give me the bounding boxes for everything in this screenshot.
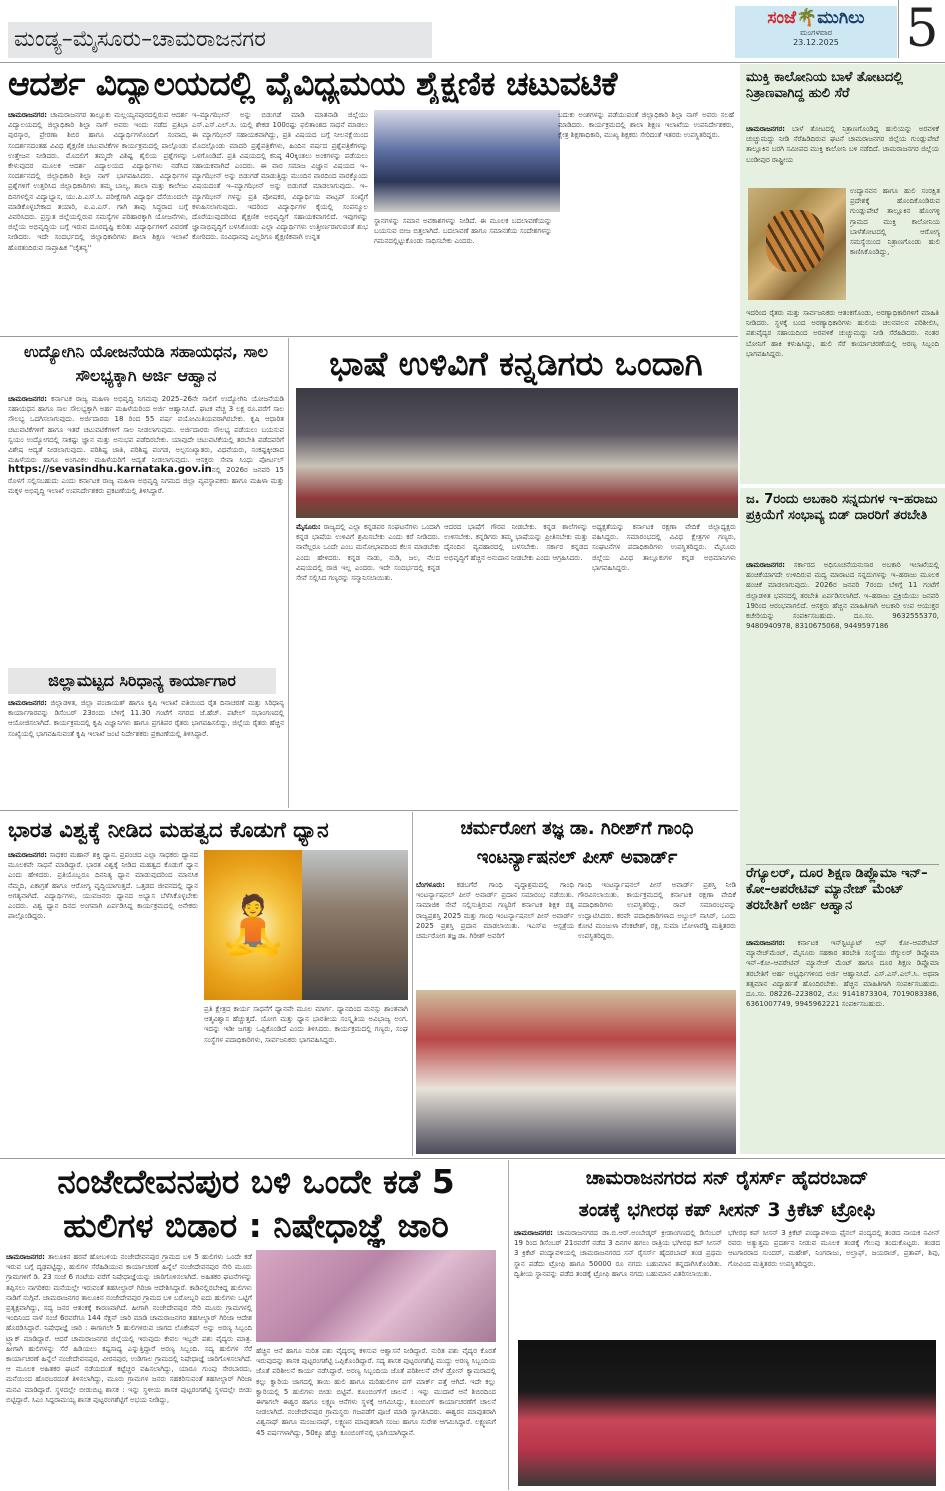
photo-award-presentation xyxy=(416,990,736,1154)
headline-cricket-line1: ಚಾಮರಾಜನಗರದ ಸನ್ ರೈಸರ್ಸ್ ಹೈದರಬಾದ್ xyxy=(585,1167,869,1189)
article-bhashe-col3: ಅಧ್ಯಕ್ಷತೆಯನ್ನು ಕರ್ನಾಟಕ ರಕ್ಷಣಾ ವೇದಿಕೆ ಜಿಲ್ಲಾಧ್ಯಕ್ಷರು ವಹಿಸಿದ್ದರು. ಸಮಾರಂಭದಲ್ಲಿ ವಿವಿಧ ಕ್ಷೇತ್ರಗಳ ಗಣ್ಯರು, ಸಂಘಟನೆಗಳ ಪದಾಧಿಕಾರಿಗಳು ಉಪಸ್ಥಿತರಿದ್ದರು. ಮೈಸೂರು ಜಿಲ್ಲೆಯ ವಿವಿಧ ತಾಲ್ಲೂಕುಗಳ ಕನ್ನಡ ಅಭಿಮಾನಿಗಳು ಭಾಗವಹಿಸಿದ್ದರು. xyxy=(592,523,736,572)
newspaper-logo xyxy=(735,8,897,28)
dateline: ಚಾಮರಾಜನಗರ: xyxy=(8,395,47,403)
article-text: ಚಾಮರಾಜನಗರದ ಡಾ.ಬಿ.ಆರ್.ಅಂಬೇಡ್ಕರ್ ಕ್ರೀಡಾಂಗಣದಲ್ಲಿ ಡಿಸೆಂಬರ್ 19 ರಿಂದ ಡಿಸೆಂಬರ್ 21ರವರೆಗೆ ನಡೆದ 3 ದಿನಗಳ ಹಗಲು ರಾತ್ರಿಯ ಭಗೀರಥ ಕಪ್ ಸೀಸನ್ 3 ಕ್ರಿಕೆಟ್ ಪಂದ್ಯಾವಳಿಯಲ್ಲಿ ಚಾಮರಾಜನಗರದ ಸನ್ ರೈಸರ್ಸ್ ಹೈದರಬಾದ್ ತಂಡ ಪ್ರಥಮ ಸ್ಥಾನ ಪಡೆದು ಟ್ರೋಫಿ ಹಾಗೂ 50000 ರೂ ನಗದು ಬಹುಮಾನ ತನ್ನದಾಗಿಸಿಕೊಂಡಿತು. ದ್ವಿತೀಯ ಸ್ಥಾನವನ್ನು ಪಡೆದ ತಂಡಕ್ಕೆ ಟ್ರೋಫಿ ಹಾಗೂ ನಗದು ಬಹುಮಾನ ವಿತರಿಸಲಾಯಿತು. xyxy=(514,1229,722,1278)
headline-nanjedevanapura-line2: ಹುಲಿಗಳ ಬಿಡಾರ : ನಿಷೇಧಾಜ್ಞೆ ಜಾರಿ xyxy=(63,1206,449,1245)
article-text: ಕಡಬಗೆರೆ ಗಾಂಧಿ ವೃದ್ಧಾಶ್ರಮದಲ್ಲಿ ಗಾಂಧಿ ಇಂಟರ್ನ್ಯಾಷನಲ್ ಪೀಸ್ ಅವಾರ್ಡ್ ಪ್ರದಾನ ಸಮಾರಂಭ ನಡೆಯಿತು. ಸಾಮಾಜಿಕ ಸೇವೆ ಸಲ್ಲಿಸುತ್ತಿರುವ ಗಣ್ಯರಿಗೆ ಕರ್ನಾಟಕ ಶಿಕ್ಷಕ ರತ್ನ ರಾಜ್ಯಪ್ರಶಸ್ತಿ 2025 ಮತ್ತು ಗಾಂಧಿ ಇಂಟರ್ನ್ಯಾಷನಲ್ ಪೀಸ್ ಅವಾರ್ಡ್ 2025 ಪ್ರಶಸ್ತಿ ಪ್ರದಾನ ಮಾಡಲಾಯಿತು. ಇಎಸ್‌ಐ ಆಸ್ಪತ್ರೆಯ ಚರ್ಮರೋಗ ತಜ್ಞ ಡಾ. ಗಿರೀಶ್ ಅವರಿಗೆ xyxy=(416,881,574,941)
dateline: ಚಾಮರಾಜನಗರ: xyxy=(6,1253,45,1261)
article-udyogini xyxy=(8,394,284,664)
article-text: ರಾಜ್ಯದಲ್ಲಿ ಎಲ್ಲಾ ಕನ್ನಡಪರ ಸಂಘಟನೆಗಳು ಒಂದಾಗಿ ಕನ್ನಡ ಭಾಷೆಯ ಉಳಿವಿಗೆ ಶ್ರಮಿಸಬೇಕು ಎಂದು ಕರೆ ನೀಡಿದರು. ನಾವೆಲ್ಲರೂ ಒಂದೇ ಎಂಬ ಮನೋಭಾವದಿಂದ ಕೆಲಸ ಮಾಡಬೇಕು ಎಂದು ಹೇಳಿದರು. ಕನ್ನಡ ನಾಡು, ನುಡಿ, ಜಲ, ನೆಲದ ವಿಷಯದಲ್ಲಿ ರಾಜಿ ಇಲ್ಲ ಎಂದರು. ಇದೇ ಸಂದರ್ಭದಲ್ಲಿ ಕನ್ನಡ ಸೇವೆ ಸಲ್ಲಿಸಿದ ಗಣ್ಯರನ್ನು ಸನ್ಮಾನಿಸಲಾಯಿತು. xyxy=(296,523,440,583)
article-text: ಕರ್ನಾಟಕ ಇನ್‌ಸ್ಟಿಟ್ಯೂಟ್ ಆಫ್ ಕೋ–ಆಪರೇಟಿವ್ ಮ್ಯಾನೇಜ್‌ಮೆಂಟ್, ಮೈಸೂರು ಸಹಕಾರ ತರಬೇತಿ ಸಂಸ್ಥೆಯು ರೆಗ್ಯುಲರ್ ಡಿಪ್ಲೊಮಾ ಇನ್–ಕೋ–ಆಪರೇಟಿವ್ ಮ್ಯಾನೇಜ್ ಮೆಂಟ್ ಹಾಗೂ ದೂರ ಶಿಕ್ಷಣ ಡಿಪ್ಲೊಮಾ ತರಬೇತಿಗೆ ಅರ್ಹ ಅಭ್ಯರ್ಥಿಗಳಿಂದ ಅರ್ಜಿ ಆಹ್ವಾನಿಸಿದೆ. ಎಸ್.ಎಸ್.ಎಲ್.ಸಿ. ಅಥವಾ ತತ್ಸಮಾನ ವಿದ್ಯಾರ್ಹತೆ ಹೊಂದಿರಬೇಕು. ಹೆಚ್ಚಿನ ಮಾಹಿತಿಗಾಗಿ ಸಂಪರ್ಕಿಸಬಹುದು. xyxy=(746,939,939,988)
dateline: ಬೆಂಗಳೂರು: xyxy=(416,881,445,889)
headline-cooperative: ರೆಗ್ಯೂಲರ್, ದೂರ ಶಿಕ್ಷಣ ಡಿಪ್ಲೊಮಾ ಇನ್–ಕೋ–ಆಪರೇಟಿವ್ ಮ್ಯಾನೇಜ್ ಮೆಂಟ್ ತರಬೇತಿಗೆ ಅರ್ಜಿ ಆಹ್ವಾನ xyxy=(746,866,928,913)
article-text: ಜಿಲ್ಲಾಡಳಿತ, ಜಿಲ್ಲಾ ಪಂಚಾಯತ್ ಹಾಗೂ ಕೃಷಿ ಇಲಾಖೆ ವತಿಯಿಂದ ರೈತ ದಿನಾಚರಣೆ ಮತ್ತು ಸಿರಿಧಾನ್ಯ ಕಾರ್ಯಾಗಾರವನ್ನು ಡಿಸೆಂಬರ್ 23ರಂದು ಬೆಳಿಗ್ಗೆ 11.30 ಗಂಟೆಗೆ ನಗರದ ಜೆ.ಹೆಚ್. ಪಟೇಲ್ ಸಭಾಂಗಣದಲ್ಲಿ ಆಯೋಜಿಸಲಾಗಿದೆ. ಕಾರ್ಯಕ್ರಮದಲ್ಲಿ ಕೃಷಿ ವಿಜ್ಞಾನಿಗಳು ಹಾಗೂ ಪ್ರಗತಿಪರ ರೈತರು ಭಾಗವಹಿಸಲಿದ್ದು, ಜಿಲ್ಲೆಯ ರೈತರು ಹೆಚ್ಚಿನ ಸಂಖ್ಯೆಯಲ್ಲಿ ಭಾಗವಹಿಸುವಂತೆ ಕೃಷಿ ಇಲಾಖೆ ಜಂಟಿ ನಿರ್ದೇಶಕರು ಪ್ರಕಟಣೆಯಲ್ಲಿ ತಿಳಿಸಿದ್ದಾರೆ. xyxy=(8,699,284,738)
divider xyxy=(746,864,939,865)
divider xyxy=(0,336,738,337)
photo-drone-tigers xyxy=(256,1250,496,1342)
sidebar-tiger-colony xyxy=(740,64,945,484)
divider xyxy=(0,810,738,811)
dateline: ಮೈಸೂರು: xyxy=(296,523,321,531)
divider xyxy=(0,62,945,63)
article-dr-girish-col1 xyxy=(416,880,574,986)
masthead xyxy=(735,6,897,58)
article-tiger-rest: ಇದರಿಂದ ರೈತರು ಮತ್ತು ಸಾರ್ವಜನಿಕರು ಆತಂಕಗೊಂಡು, ಅರಣ್ಯಾಧಿಕಾರಿಗಳಿಗೆ ಮಾಹಿತಿ ನೀಡಿದರು. ಸ್ಥಳಕ್ಕೆ ಬಂದ ಅರಣ್ಯಾಧಿಕಾರಿಗಳು ಹುಲಿಯ ಚಲನವಲನ ಪರಿಶೀಲಿಸಿ, ಪಶುವೈದ್ಯರ ಸಹಾಯದಿಂದ ಅರವಳಿಕೆ ಚುಚ್ಚುಮದ್ದು ನೀಡಿ ಸೆರೆಹಿಡಿದರು. ನಂತರ ಬೋನಿಗೆ ಹಾಕಿ ಕಳುಹಿಸಿದ್ದು, ಹುಲಿ ಸೆರೆ ಕಾರ್ಯಾಚರಣೆಯಲ್ಲಿ ಅರಣ್ಯ ಸಿಬ್ಬಂದಿ ಭಾಗವಹಿಸಿದ್ದರು. xyxy=(746,309,939,358)
sevasindhu-link[interactable]: https://sevasindhu.karnataka.gov.in xyxy=(8,464,212,476)
article-nanjedevanapura-col1 xyxy=(6,1252,252,1488)
photo-speaker xyxy=(302,850,408,1000)
column-divider xyxy=(412,812,413,1156)
headline-udyogini: ಉದ್ಯೋಗಿನಿ ಯೋಜನೆಯಡಿ ಸಹಾಯಧನ, ಸಾಲ ಸೌಲಭ್ಯಕ್ಕಾಗಿ ಅರ್ಜಿ ಆಹ್ವಾನ xyxy=(23,342,269,385)
headline-cricket-line2: ತಂಡಕ್ಕೆ ಭಗೀರಥ ಕಪ್ ಸೀಸನ್ 3 ಕ್ರಿಕೆಟ್ ಟ್ರೋಫಿ xyxy=(578,1199,876,1221)
article-dr-girish-col2: ಗಾಂಧಿ ಇಂಟರ್ನ್ಯಾಷನಲ್ ಪೀಸ್ ಅವಾರ್ಡ್ ಪ್ರಶಸ್ತಿ ನೀಡಿ ಗೌರವಿಸಲಾಯಿತು. ಕಾರ್ಯಕ್ರಮದಲ್ಲಿ ಕರ್ನಾಟಕ ರಕ್ಷಣಾ ವೇದಿಕೆ ಪದಾಧಿಕಾರಿಗಳು ಉಪಸ್ಥಿತರಿದ್ದು, ರಾವ್ ಸಮಾರಂಭವನ್ನು ಉದ್ಘಾಟಿಸಿದರು. ಕರವೇ ಪದಾಧಿಕಾರಿಗಳಾದ ಅಬ್ದುಲ್ ನಾಸಿರ್, ಒಂದು ಕೋಟಿ ಮಂಜುಳಾ ವೆಂಕಟೇಶ್, ರಕ್ಷ, ಸುಮಾ ಬೋಳಾರೆಡ್ಡಿ ಮತ್ತಿತರರು ಉಪಸ್ಥಿತರಿದ್ದರು. xyxy=(578,881,736,941)
article-bhashe-col2: ಆದರದ ಭಾಷೆಗೆ ಗೌರವ ನೀಡಬೇಕು. ಕನ್ನಡ ಶಾಲೆಗಳನ್ನು ಉಳಿಸಬೇಕು. ಕನ್ನಡಿಗರು ತಮ್ಮ ಭಾಷೆಯನ್ನು ಪ್ರೀತಿಸಬೇಕು ಮತ್ತು ದೈನಂದಿನ ವ್ಯವಹಾರದಲ್ಲಿ ಬಳಸಬೇಕು. ಸರ್ಕಾರ ಕನ್ನಡದ ಅಭಿವೃದ್ಧಿಗೆ ಹೆಚ್ಚಿನ ಅನುದಾನ ನೀಡಬೇಕು ಎಂದು ಆಗ್ರಹಿಸಿದರು. xyxy=(444,523,588,562)
meditation-icon: 🧘 xyxy=(218,893,288,958)
article-bhashe-col1 xyxy=(296,522,440,806)
article-adarsha-col1 xyxy=(8,110,188,332)
logo-part-sanje: ಸಂಜೆ xyxy=(767,8,797,28)
article-nanjedevanapura-col2: ಹೆಚ್ಚಿನ ಆನೆ ಹಾಗೂ ನುರಿತ ಪಶು ವೈದ್ಯರನ್ನ ಕಳಿಸುವ ಆಶ್ವಾಸನೆ ನೀಡಿದ್ದಾರೆ. ನುರಿತ ಪಶು ವೈದ್ಯರ ಕೊರತೆ ಇರುವುದನ್ನು ಶಾಸಕ ಪುಟ್ಟರಂಗಶೆಟ್ಟಿ ಒಪ್ಪಿಕೊಂಡಿದ್ದಾರೆ. ಸದ್ಯ ಶಾಸಕ ಪುಟ್ಟರಂಗಶೆಟ್ಟಿ ಮುದ್ದು ಅರಣ್ಯ ಸಿಬ್ಬಂದಿಯ ಜೊತೆ ಪರಿಶೀಲನೆ ಕಾರ್ಯ ನಡೆಸಿದ್ದಾರೆ. ಅರಣ್ಯ ಸಿಬ್ಬಂದಿಯ ಜೊತೆ ಪರಿಶೀಲನೆ ವೇಳೆ ಡ್ರೋನ್ ಕ್ಯಾಮರಾದಲ್ಲಿ ಕಲ್ಲು ಕ್ವಾರಿಯ ಜಾಗದಲ್ಲಿ ತಾಯಿ ಹುಲಿ ಹಾಗೂ ಮರಿಹುಲಿಗಳ ಪಗ್ ಮಾರ್ಕ್ ಪತ್ತೆ ಆಗಿದೆ. ಇದೇ ಕಲ್ಲು ಕ್ವಾರಿಯಲ್ಲಿ 5 ಹುಲಿಗಳು ಬೀಡು ಬಿಟ್ಟಿವೆ. ಕೂಂಬಿಂಗ್‌ಗೆ ಚಾಲನೆ : ಇನ್ನು ಮುದಾರೆ ಆನೆ ಶಿಬಿರದಿಂದ ಈಗಾಗಲೇ ಈಶ್ವರ ಹಾಗೂ ಲಕ್ಷ್ಮಣ ಆನೆಗಳು ಸ್ಥಳಕ್ಕೆ ಆಗಮಿಸಿದ್ದು, ಕೂಂಬಿಂಗ್ ಕಾರ್ಯಾಚರಣೆಗೆ ಚಾಲನೆ ನೀಡಲಾಗಿದೆ. ನಂಜೇದೇವಪುರ ಗ್ರಾಮಸ್ಥರು ಗಜಪಡೆಗೆ ಪೂಜೆ ಮಾಡಿ ಸ್ವಾಗತಿಸಿದರು. ಈಶ್ವರನ ಮಾವುತರಾಗಿ ವಿಶ್ವನಾಥ್ ಹಾಗೂ ಮಂಜುನಾಥ್, ಲಕ್ಷ್ಮಣನ ಮಾವುತರಾಗಿ ಸಂಜು ಹಾಗೂ ಸುರೇಶ ಆಗಮಿಸಿದ್ದಾರೆ. ಲಕ್ಷ್ಮಣನಿಗೆ 45 ವರ್ಷಗಳಾಗಿದ್ದು, 50ಕ್ಕೂ ಹೆಚ್ಚು ಕೂಂಬಿಂಗ್‌ನಲ್ಲಿ ಭಾಗಿಯಾಗಿದ್ದಾನೆ. xyxy=(256,1347,496,1437)
sidebar-notices xyxy=(740,488,945,1154)
headline-nanjedevanapura-line1: ನಂಜೇದೇವನಪುರ ಬಳಿ ಒಂದೇ ಕಡೆ 5 xyxy=(57,1162,455,1201)
article-text: ಸಾಧಕರ ಮಹಾನ್ ಶಕ್ತಿ ಧ್ಯಾನ. ಪ್ರಪಂಚದ ಎಲ್ಲಾ ಸಾಧಕರು ಧ್ಯಾನದ ಮೂಲಕವೇ ಸಾಧನೆ ಮಾಡಿದ್ದಾರೆ. ಭಾರತ ವಿಶ್ವಕ್ಕೆ ನೀಡಿದ ಮಹತ್ವದ ಕೊಡುಗೆ ಧ್ಯಾನ ಎಂದು ಹೇಳಿದರು. ಪ್ರತಿಯೊಬ್ಬರೂ ದಿನನಿತ್ಯ ಧ್ಯಾನ ಮಾಡುವುದರಿಂದ ಮಾನಸಿಕ ನೆಮ್ಮದಿ, ಏಕಾಗ್ರತೆ ಹಾಗೂ ಆರೋಗ್ಯ ವೃದ್ಧಿಯಾಗುತ್ತದೆ. ಒತ್ತಡದ ಜೀವನದಲ್ಲಿ ಧ್ಯಾನ ಅಗತ್ಯವಾಗಿದೆ. ವಿದ್ಯಾರ್ಥಿಗಳು, ಯುವಜನರು ಧ್ಯಾನದ ಅಭ್ಯಾಸ ಬೆಳೆಸಿಕೊಳ್ಳಬೇಕು ಎಂದರು. ವಿಶ್ವ ಧ್ಯಾನ ದಿನದ ಅಂಗವಾಗಿ ಏರ್ಪಡಿಸಿದ್ದ ಕಾರ್ಯಕ್ರಮದಲ್ಲಿ ಅನೇಕರು ಪಾಲ್ಗೊಂಡಿದ್ದರು. xyxy=(8,851,198,921)
dateline: ಚಾಮರಾಜನಗರ: xyxy=(746,125,785,133)
photo-cricket-team xyxy=(518,1340,936,1486)
headline-dr-girish: ಚರ್ಮರೋಗ ತಜ್ಞ ಡಾ. ಗಿರೀಶ್‌ಗೆ ಗಾಂಧಿ ಇಂಟರ್ನ್ಯಾಷನಲ್ ಪೀಸ್ ಅವಾರ್ಡ್ xyxy=(460,818,694,868)
photo-meditation-graphic xyxy=(204,850,302,1000)
article-tiger-lead xyxy=(746,124,939,184)
article-text: ಸರ್ಕಾರದ ಅಧಿಸೂಚನೆಯನುಸಾರ ಅಬಕಾರಿ ಇಲಾಖೆಯಲ್ಲಿ ಹಂಚಿಕೆಯಾಗದೇ ಉಳಿದಿರುವ ಮದ್ಯ ಮಾರಾಟದ ಸನ್ನದುಗಳನ್ನು ಇ–ಹರಾಜು ಮೂಲಕ ಹಂಚಿಕೆ ಮಾಡಲಾಗುವುದು. 2026ರ ಜನವರಿ 7ರಂದು ಬೆಳಿಗ್ಗೆ 11 ಗಂಟೆಗೆ ಜಿಲ್ಲಾಡಳಿತ ಭವನದಲ್ಲಿ ತರಬೇತಿ ಏರ್ಪಡಿಸಲಾಗಿದೆ. ಇ–ಹರಾಜು ಪ್ರಕ್ರಿಯೆಯು ಜನವರಿ 19ರಿಂದ ಆರಂಭವಾಗಲಿದೆ. ಆಸಕ್ತರು ಹೆಚ್ಚಿನ ಮಾಹಿತಿಗಾಗಿ ಅಬಕಾರಿ ಉಪ ಆಯುಕ್ತರ ಕಚೇರಿಯನ್ನು ಸಂಪರ್ಕಿಸಬಹುದು. xyxy=(746,561,939,621)
dateline: ಚಾಮರಾಜನಗರ: xyxy=(746,561,785,569)
article-text: ತಾಲೂಕಿನ ಹರವೆ ಹೋಬಳಿಯ ನಂಜೇದೇವನಪುರ ಗ್ರಾಮದ ಬಳಿ 5 ಹುಲಿಗಳು ಒಂದೇ ಕಡೆ ಇರುವ ಬಗ್ಗೆ ದೃಢಪಟ್ಟಿದ್ದು, ಹುಲಿಗಳ ಸೆರೆಹಿಡಿಯುವ ಕಾರ್ಯಾಚರಣೆ ಹಿನ್ನೆಲೆ ನಂಜೇದೇವನಪುರ ಸೇರಿ ಮೂರು ಗ್ರಾಮಗಳಿಗೆ ಡಿ. 23 ಸಂಜೆ 6 ಗಂಟೆಯ ವರೆಗೆ ನಿಷೇಧಾಜ್ಞೆಯನ್ನು ಜಾರಿಗೊಳಿಸಲಾಗಿದೆ. ಅಹಿತಕರ ಘಟನೆಗಳನ್ನು ತಪ್ಪಿಸಲು ನಾಗರಿಕರು ಮನೆಯಲ್ಲೇ ಇರುವಂತೆ ತಹಸೀಲ್ದಾರ್ ಗಿರಿಜಾ ಆದೇಶಿಸಿದ್ದಾರೆ. ಕಾಡಿನಲ್ಲಿರಬೇಕಿದ್ದ ಹುಲಿಗಳು ನಾಡಿಗೆ ನುಗ್ಗಿವೆ. ಚಾಮರಾಜನಗರ ತಾಲೂಕಿನ ನಂಜೇದೇವಪುರ ಗ್ರಾಮದ ಬಳಿ ಬರೋಬ್ಬರಿ ಐದು ಹುಲಿಗಳು ಒಟ್ಟಿಗೆ ಪ್ರತ್ಯಕ್ಷವಾಗಿದ್ದು, ಸದ್ಯ ಜನರ ಆತಂಕಕ್ಕೆ ಕಾರಣವಾಗಿದೆ. ಹೀಗಾಗಿ ನಂಜೇದೇವಪುರ ಸೇರಿ ಮೂರು ಗ್ರಾಮಗಳಲ್ಲಿ ಇಂದಿನಿಂದ ನಾಳೆ ಸಂಜೆ 6ರವರೆಗೂ 144 ಸೆಕ್ಷನ್ ಜಾರಿ ಮಾಡಿ ಚಾಮರಾಜನಗರ ತಹಸೀಲ್ದಾರ್ ಗಿರಿಜಾ ಆದೇಶ ಹೊರಡಿಸಿದ್ದಾರೆ. ನಿಷೇಧಾಜ್ಞೆ ಜಾರಿ : ಈಗಾಗಲೇ 5 ಹುಲಿಗಳಿರುವ ಜಾಗದ ಲೊಕೇಷನ್ ಅನ್ನು ಅರಣ್ಯ ಸಿಬ್ಬಂದಿ ಟ್ರ್ಯಾಕ್ ಮಾಡಿದ್ದಾರೆ. ಆದರೆ ಚಾಮರಾಜನಗರ ಜಿಲ್ಲೆಯಲ್ಲಿ ಇರುವುದು ಕೇವಲ ಇಬ್ಬರೇ ಪಶು ವೈದ್ಯರು ಮಾತ್ರ. ಹೀಗಾಗಿ ಹುಲಿಗಳನ್ನು ಸೆರೆ ಹಿಡಿಯಲು ಕಷ್ಟಸಾಧ್ಯ ಎನ್ನುತ್ತಿದ್ದಾರೆ ಅರಣ್ಯ ಸಿಬ್ಬಂದಿ. ಸದ್ಯ ಹುಲಿಗಳ ಸೆರೆ ಕಾರ್ಯಾಚರಣೆ ಹಿನ್ನೆಲೆ ನಂಜೇದೇವನಪುರ, ವೀರನಪುರ, ಉಡಿಗಾಲ ಗ್ರಾಮದಲ್ಲಿ ನಿಷೇಧಾಜ್ಞೆ ಜಾರಿಗೊಳಿಸಲಾಗಿದೆ. ಆ ಮೂಲಕ ಅಹಿತಕರ ಘಟನೆ ನಡೆಯದಂತೆ ಕಟ್ಟೆಚ್ಚರ ವಹಿಸಲಾಗಿದ್ದು, ಯಾರೂ ಗುಂಪು ಸೇರಬಾರದು, ಮನೆಯಿಂದ ಹೊರಬರದಂತೆ ತಿಳಿಸಲಾಗಿದ್ದು, ಮೂರು ಗ್ರಾಮಗಳ ಜನರು ಸಹಕರಿಸುವಂತೆ ತಹಸೀಲ್ದಾರ್ ಗಿರಿಜಾ ಮನವಿ ಮಾಡಿದ್ದಾರೆ. ಸ್ಥಳದಲ್ಲೇ ಬೀಡುಬಿಟ್ಟ ಶಾಸಕ : ಇನ್ನು ಸ್ಥಳೀಯ ಶಾಸಕ ಪುಟ್ಟರಂಗಶೆಟ್ಟಿ ಸ್ಥಳದಲ್ಲೇ ಬೀಡು ಬಿಟ್ಟಿದ್ದಾರೆ. ಸಿಎಂ ಸಿದ್ದರಾಮಯ್ಯ ಶಾಸಕ ಪುಟ್ಟರಂಗಶೆಟ್ಟಿಗೆ ಅಭಯ ನೀಡಿದ್ದು, xyxy=(6,1253,252,1404)
divider xyxy=(0,1158,945,1159)
dateline: ಚಾಮರಾಜನಗರ: xyxy=(746,939,785,947)
headline-excise: ಜ. 7ರಂದು ಅಬಕಾರಿ ಸನ್ನದುಗಳ ಇ–ಹರಾಜು ಪ್ರಕ್ರಿಯೆಗೆ ಸಂಭಾವ್ಯ ಬಿಡ್ ದಾರರಿಗೆ ತರಬೇತಿ xyxy=(746,492,938,523)
dateline: ಚಾಮರಾಜನಗರ: xyxy=(8,699,47,707)
article-cricket-col1 xyxy=(514,1228,722,1332)
article-tiger-wrap: ಉದ್ಯಾನವನ ಹಾಗೂ ಹುಲಿ ಸಂರಕ್ಷಿತ ಪ್ರದೇಶಕ್ಕೆ ಹೊಂದಿಕೊಂಡಿರುವ ಗುಂಡ್ಲುಪೇಟೆ ತಾಲ್ಲೂಕಿನ ಹೊಂಗಳ್ಳಿ ಗ್ರಾಮದ ಮುಕ್ತಿ ಕಾಲೋನಿಯ ಬಾಳೆತೋಟದಲ್ಲಿ ಆರೋಗ್ಯ ಸಮಸ್ಯೆಯಿಂದ ನಿತ್ರಾಣಗೊಂಡು ಹುಲಿ ಕಾಣಿಸಿಕೊಂಡಿದ್ದು, xyxy=(850,187,940,257)
article-adarsha-col2: ಇ–ಮ್ಯಾಗಝೀನ್ ಅನ್ನು ಬಿಡುಗಡೆ ಮಾಡಿ ಮಾತನಾಡಿ ಜಿಲ್ಲೆಯು ಎಸ್.ಎಸ್.ಎಲ್.ಸಿ. ಯಲ್ಲಿ ಶೇಕಡ 100ರಷ್ಟು ಫಲಿತಾಂಶದ ಸಾಧನೆ ಮಾಡಲು ಈ ಮ್ಯಾಗಝೀನ್ ಸಹಾಯಕವಾಗಿದ್ದು, ಪ್ರತಿ ವಿಷಯದ ಬಗ್ಗೆ ನೀಲನಕ್ಷೆಯಿಂದ ಮೊದಲ್ಗೊಂಡು ಮಾದರಿ ಪ್ರಶ್ನೆಪತ್ರಿಕೆಗಳು, ಹಿಂದಿನ ವರ್ಷದ ಪ್ರಶ್ನೆಪತ್ರಿಕೆಗಳನ್ನು ಒಳಗೊಂಡಿದೆ. ಪ್ರತಿ ವಿಷಯದಲ್ಲಿ ಕನಿಷ್ಠ 40ಕ್ಕಿಂತಲು ಅಂಕಗಳನ್ನು ಪಡೆಯಲು ಸಹಾಯಕವಾಗಿದೆ ಎಂದರು. ಈ ವಾರ ಸಮಾಜ ವಿಜ್ಞಾನ ವಿಷಯದ ಇ–ಮ್ಯಾಗಝೀನ್ ಅನ್ನು ಬಿಡುಗಡೆ ಮಾಡುತ್ತಿದ್ದು ಮುಂದಿನ ವಾರದಿಂದ ವಾರಕ್ಕೊಂದು ವಿಷಯದಂತೆ ಇ–ಮ್ಯಾಗಝೀನ್ ಅನ್ನು ಬಿಡುಗಡೆ ಮಾಡಲಾಗುವುದು. ಇ–ಮ್ಯಾಗಝೀನ್ ಗಳನ್ನು ಪ್ರತಿ ಪೋಷಕರ, ವಿದ್ಯಾರ್ಥಿಯ ವಾಟ್ಸಪ್ ಸಂಖ್ಯೆಗೆ ಕಳುಹಿಸಲಾಗುವುದು. ಇದರಿಂದ ವಿದ್ಯಾರ್ಥಿಗಳ ಕೈಯಲ್ಲಿ ಸಂಪನ್ಮೂಲ ದೊರೆಯುವುದರಿಂದ ಶೈಕ್ಷಣಿಕ ಅಭಿವೃದ್ಧಿಗೆ ಸಹಾಯಕವಾಗಲಿದೆ. ಇವುಗಳನ್ನು ಜ್ಞಾನಾಭಿವೃದ್ಧಿಗೆ ಬಳಸಿಕೊಂಡು ಎಲ್ಲಾ ವಿದ್ಯಾರ್ಥಿಗಳು ಉತ್ತೀರ್ಣರಾಗುವಂತೆ ಶುಭ ಕೋರಿದರು. ಸಂವಿಧಾನವು ಎಲ್ಲರಿಗೂ ಶೈಕ್ಷಣಿಕವಾಗಿ ಉನ್ನತ xyxy=(192,111,368,242)
article-siridhanya xyxy=(8,698,284,804)
issue-date: 23.12.2025 xyxy=(793,38,839,47)
article-cooperative xyxy=(746,938,939,1148)
issue-day: ಮಂಗಳವಾರ xyxy=(799,28,832,37)
article-adarsha-col4: ಬದುಕು ಅಂಶಗಳನ್ನು ಪಡೆಯುವಂತೆ ಜಿಲ್ಲಾಧಿಕಾರಿ ಶಿಲ್ಪಾ ನಾಗ್ ಅವರು ಸಲಹೆ ಮಾಡಿದರು. ಕಾರ್ಯಕ್ರಮದಲ್ಲಿ ಶಾಲಾ ಶಿಕ್ಷಣ ಇಲಾಖೆಯ ಉಪನಿರ್ದೇಶಕರು, ಕ್ಷೇತ್ರ ಶಿಕ್ಷಣಾಧಿಕಾರಿ, ಮುಖ್ಯ ಶಿಕ್ಷಕರು ಸೇರಿದಂತೆ ಇತರರು ಉಪಸ್ಥಿತರಿದ್ದರು. xyxy=(558,111,734,140)
contact-numbers: ದೂ.ಸಂ. 9632555370, 9480940978, 8310675068, 9449597186 xyxy=(746,612,939,631)
photo-captured-tiger xyxy=(748,188,846,300)
headline-tiger-colony: ಮುಕ್ತಿ ಕಾಲೋನಿಯ ಬಾಳೆ ತೋಟದಲ್ಲಿ ನಿತ್ರಾಣವಾಗಿದ್ದ ಹುಲಿ ಸೆರೆ xyxy=(746,70,904,101)
page-number: 5 xyxy=(898,0,945,58)
column-divider xyxy=(508,1160,509,1490)
article-cricket-col2: ಭಗೀರಥ ಕಪ್ ಸೀಸನ್ 3 ಕ್ರಿಕೆಟ್ ಪಂದ್ಯಾವಳಿಯ ಫೈನಲ್ ಪಂದ್ಯದಲ್ಲಿ ತಂಡದ ನಾಯಕ ನವೀನ್ ರವರು ಅತ್ಯುತ್ತಮ ಪ್ರದರ್ಶನ ನೀಡುವ ಮೂಲಕ ತಂಡಕ್ಕೆ ಗೆಲುವು ತಂದುಕೊಟ್ಟರು. ತಂಡದ ಆಟಗಾರರಾದ ಸುಂದರ್, ಮಹೇಶ್, ನಿಂಗರಾಜು, ಅಲ್ತಾಫ್, ಜಯರಾಜ್, ಪ್ರತಾಪ್, ಶಿವು, ಗೋವಿಂದ ಮತ್ತಿತರರು ಉಪಸ್ಥಿತರಿದ್ದರು. xyxy=(728,1229,940,1268)
article-text: ಬಾಳೆ ತೋಟದಲ್ಲಿ ನಿತ್ರಾಣಗೊಂಡಿದ್ದ ಹುಲಿಯನ್ನು ಅರವಳಿಕೆ ಚುಚ್ಚುಮದ್ದು ನೀಡಿ ಸೆರೆಹಿಡಿದಿರುವ ಘಟನೆ ಚಾಮರಾಜನಗರ ಜಿಲ್ಲೆಯ ಗುಂಡ್ಲುಪೇಟೆ ತಾಲ್ಲೂಕಿನ ಬರಗಿ ಸಮೀಪದ ಮುಕ್ತಿ ಕಾಲೋನಿ ಬಳಿ ನಡೆದಿದೆ. ಚಾಮರಾಜನಗರ ಜಿಲ್ಲೆಯ ಬಂಡೀಪುರ ರಾಷ್ಟ್ರೀಯ xyxy=(746,125,939,164)
column-divider xyxy=(288,338,289,808)
article-text: ನಲ್ಲಿ 2026ರ ಜನವರಿ 15 ರೊಳಗೆ ಸಲ್ಲಿಸಬಹುದು ಎಂದು ಕರ್ನಾಟಕ ರಾಜ್ಯ ಮಹಿಳಾ ಅಭಿವೃದ್ಧಿ ನಿಗಮದ ಜಿಲ್ಲಾ ವ್ಯವಸ್ಥಾಪಕರು ಹಾಗೂ ಮಹಿಳಾ ಮತ್ತು ಮಕ್ಕಳ ಅಭಿವೃದ್ಧಿ ಇಲಾಖೆ ಉಪನಿರ್ದೇಶಕರು ಪ್ರಕಟಣೆಯಲ್ಲಿ ತಿಳಿಸಿದ್ದಾರೆ. xyxy=(8,466,284,495)
photo-award-ceremony xyxy=(374,110,560,212)
dateline: ಚಾಮರಾಜನಗರ: xyxy=(8,111,47,119)
article-dhyana-col2: ಪ್ರತಿ ಕ್ಷೇತ್ರದ ಕಾರ್ಯ ಸಾಧನೆಗೆ ಧ್ಯಾನವೇ ಮೂಲ ಮಾರ್ಗ. ಧ್ಯಾನದಿಂದ ಮನಸ್ಸು ಶಾಂತವಾಗಿ ಆತ್ಮವಿಶ್ವಾಸ ಹೆಚ್ಚುತ್ತದೆ. ಯೋಗ ಮತ್ತು ಧ್ಯಾನ ಭಾರತೀಯ ಸಂಸ್ಕೃತಿಯ ಅವಿಭಾಜ್ಯ ಅಂಗ. ಇದನ್ನು ಇಡೀ ಜಗತ್ತು ಒಪ್ಪಿಕೊಂಡಿದೆ ಎಂದು ತಿಳಿಸಿದರು. ಕಾರ್ಯಕ್ರಮದಲ್ಲಿ ಗಣ್ಯರು, ಸಂಘ ಸಂಸ್ಥೆಗಳ ಪದಾಧಿಕಾರಿಗಳು, ಸಾರ್ವಜನಿಕರು ಭಾಗವಹಿಸಿದ್ದರು. xyxy=(204,1005,408,1044)
contact-numbers: ದೂ.ಸಂ. 08226–223802, ಮೊ: 9141873304, 7019083386, 6361007749, 9945962221 ಸಂಪರ್ಕಿಸಬಹುದು. xyxy=(746,990,939,1009)
headline-dhyana: ಭಾರತ ವಿಶ್ವಕ್ಕೆ ನೀಡಿದ ಮಹತ್ವದ ಕೊಡುಗೆ ಧ್ಯಾನ xyxy=(8,818,329,842)
headline-adarsha: ಆದರ್ಶ ವಿದ್ಯಾಲಯದಲ್ಲಿ ವೈವಿಧ್ಯಮಯ ಶೈಕ್ಷಣಿಕ ಚಟುವಟಿಕೆ xyxy=(8,64,617,103)
dateline: ಚಾಮರಾಜನಗರ: xyxy=(8,851,47,859)
section-header: ಮಂಡ್ಯ–ಮೈಸೂರು–ಚಾಮರಾಜನಗರ xyxy=(8,22,432,58)
palm-icon: 🌴 xyxy=(796,8,818,28)
photo-kannada-felicitation xyxy=(296,388,738,518)
article-text: ಚಾಮರಾಜನಗರ ತಾಲ್ಲೂಕು ಮಲ್ಲಯ್ಯನಪುರದಲ್ಲಿರುವ ಆದರ್ಶ ವಿದ್ಯಾಲಯದಲ್ಲಿ ಜಿಲ್ಲಾಧಿಕಾರಿ ಶಿಲ್ಪಾ ನಾಗ್ ಅವರು ಇಂದು ನಡೆದ ಪ್ರತಿಭಾ ಪುರಸ್ಕಾರ, ಪ್ರೇರಣಾ ಶಿಬಿರ ಹಾಗೂ ವಿದ್ಯಾರ್ಥಿಗಳೊಂದಿಗೆ ಸಂವಾದ, ಸಂದರ್ಶನದಂತಹ ವಿವಿಧ ಶೈಕ್ಷಣಿಕ ಚಟುವಟಿಕೆಗಳ ಕಾರ್ಯಕ್ರಮದಲ್ಲಿ ಪಾಲ್ಗೊಂಡು ಉತ್ತೇಜನ ನೀಡಿದರು. ಮೊದಲಿಗೆ ತಮ್ಮದೇ ವಿಶಿಷ್ಟ ಶೈಲಿಯ ಪ್ರಶ್ನೆಗಳನ್ನು ಕೇಳುವುದರ ಮೂಲಕ ಆದರ್ಶ ವಿದ್ಯಾಲಯದ ವಿದ್ಯಾರ್ಥಿಗಳು ನಡೆಸಿದ ಸಂದರ್ಶನದಲ್ಲಿ ಜಿಲ್ಲಾಧಿಕಾರಿ ಶಿಲ್ಪಾ ನಾಗ್ ಭಾಗವಹಿಸಿದರು. ವಿದ್ಯಾರ್ಥಿಗಳ ಪ್ರಶ್ನೆಗಳಿಗೆ ಉತ್ತರಿಸಿದ ಜಿಲ್ಲಾಧಿಕಾರಿಗಳು ತಮ್ಮ ಬಾಲ್ಯ, ಶಾಲಾ ಮತ್ತು ಕಾಲೇಜು ದಿನಗಳಲ್ಲಿನ ವಿದ್ಯಾಭ್ಯಾಸ, ಯು.ಪಿ.ಎಸ್.ಸಿ. ಪರೀಕ್ಷೆಗಾಗಿ ವಿದ್ಯಾರ್ಥಿ ದೆಸೆಯಿಂದಲೇ ಮಾಡಿಕೊಳ್ಳಬೇಕಾದ ತಯಾರಿ, ಐ.ಎ.ಎಸ್. ಗಾಗಿ ತಾವು ಸಿದ್ಧರಾದ ಬಗ್ಗೆ ವಿವರಿಸಿದರು. ಪ್ರಸ್ತುತ ಜಿಲ್ಲೆಯಲ್ಲಿರುವ ಸಮಸ್ಯೆಗಳ ಪರಿಹಾರಕ್ಕಾಗಿ ಯೋಜನೆಗಳು, ಜಿಲ್ಲೆಯ ಅಭಿವೃದ್ಧಿಯ ಬಗ್ಗೆ ಇರುವ ದೂರದೃಷ್ಟಿ ಕುರಿತು ವಿದ್ಯಾರ್ಥಿಗಳಿಗೆ ವಿವರಣೆ ನೀಡಿದರು. ಇದೇ ಸಂದರ್ಭದಲ್ಲಿ ಜಿಲ್ಲಾಧಿಕಾರಿಗಳು ಶಾಲಾ ಶಿಕ್ಷಣ ಇಲಾಖೆ ಹೊರತಂದಿರುವ ಸಾಪ್ತಾಹಿಕ ''ಚೈತನ್ಯ'' xyxy=(8,111,188,252)
article-text: ಕರ್ನಾಟಕ ರಾಜ್ಯ ಮಹಿಳಾ ಅಭಿವೃದ್ಧಿ ನಿಗಮವು 2025–26ನೇ ಸಾಲಿಗೆ ಉದ್ಯೋಗಿನಿ ಯೋಜನೆಯಡಿ ಸಹಾಯಧನ ಹಾಗೂ ಸಾಲ ಸೌಲಭ್ಯಕ್ಕಾಗಿ ಅರ್ಹ ಮಹಿಳೆಯರಿಂದ ಅರ್ಜಿ ಆಹ್ವಾನಿಸಿದೆ. ಘಟಕ ವೆಚ್ಚ 3 ಲಕ್ಷ ರೂ.ವರೆಗೆ ಸಾಲ ಸೌಲಭ್ಯ ಒದಗಿಸಲಾಗುವುದು. ಅರ್ಜಿದಾರರು 18 ರಿಂದ 55 ವರ್ಷ ವಯೋಮಿತಿಯವರಾಗಿರಬೇಕು. ಕೃಷಿ ಆಧಾರಿತ ಚಟುವಟಿಕೆಗಳಿಗೆ ಹಾಗೂ ಇತರೆ ಚಟುವಟಿಕೆಗಳಿಗೆ ಸಾಲ ನೀಡಲಾಗುವುದು. ಅರ್ಜಿದಾರರು ಸೌಲಭ್ಯ ಪಡೆಯಲು ಬಯಸುವ ಸ್ವಯಂ ಉದ್ಯೋಗದಲ್ಲಿ ಸಾಕಷ್ಟು ಜ್ಞಾನ ಮತ್ತು ಅನುಭವ ಪಡೆದಿರಬೇಕು. ಯಾವುದೇ ಚಟುವಟಿಕೆಯಲ್ಲಿ ತರಬೇತಿ ಪಡೆದವರಿಗೆ ವಿಶೇಷ ಆದ್ಯತೆ ನೀಡಲಾಗುವುದು. ಪರಿಶಿಷ್ಟ ಜಾತಿ, ಪರಿಶಿಷ್ಟ ಪಂಗಡ, ಅಲ್ಪಸಂಖ್ಯಾತರು, ವಿಧವೆಯರು, ಸಂಕಷ್ಟಕ್ಕೀಡಾದ ಮಹಿಳೆಯರು ಹಾಗೂ ಅಂಗವಿಕಲ ಮಹಿಳೆಯರಿಗೆ ಆದ್ಯತೆ ನೀಡಲಾಗುವುದು. ಆಸಕ್ತರು ಸೇವಾ ಸಿಂಧು ಪೋರ್ಟಲ್ xyxy=(8,395,284,465)
dateline: ಚಾಮರಾಜನಗರ: xyxy=(514,1229,553,1237)
headline-siridhanya: ಜಿಲ್ಲಾಮಟ್ಟದ ಸಿರಿಧಾನ್ಯ ಕಾರ್ಯಾಗಾರ xyxy=(8,668,276,694)
article-excise xyxy=(746,560,939,860)
article-adarsha-col3: ಸ್ಥಾನಗಳನ್ನು ಸಮಾನ ಅವಕಾಶಗಳನ್ನು ನೀಡಿದೆ. ಈ ಮೂಲಕ ಬದಲಾವಣೆಯನ್ನು ಬಯಸುವ ಬೀಜ ಬಿತ್ತಲಾಗಿದೆ. ಬದಲಾವಣೆ ಹಾಗೂ ಸಮಾನತೆಯ ಸಂದೇಶಗಳನ್ನು ಗಮನದಲ್ಲಿಟ್ಟುಕೊಂಡು ಸಾಧಿಸಬೇಕು ಎಂದರು. xyxy=(374,217,552,246)
article-dhyana-col1 xyxy=(8,850,198,1156)
headline-bhashe: ಭಾಷೆ ಉಳಿವಿಗೆ ಕನ್ನಡಿಗರು ಒಂದಾಗಿ xyxy=(329,344,703,383)
logo-part-mugilu: ಮುಗಿಲು xyxy=(817,8,865,28)
